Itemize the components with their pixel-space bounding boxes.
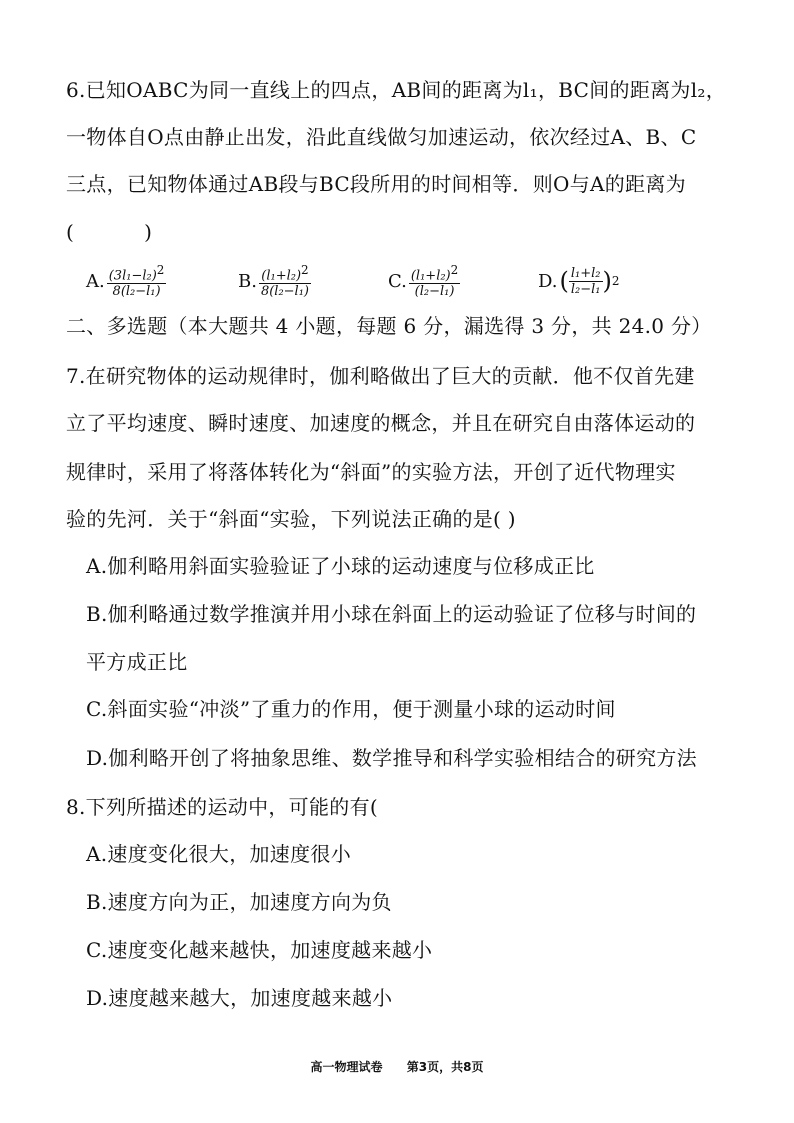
- exponent: 2: [611, 274, 620, 288]
- footer-page-number: 第3页，共8页: [406, 1060, 484, 1074]
- q6-option-b[interactable]: [238, 258, 311, 304]
- q8-stem: 8.下列所描述的运动中，可能的有(: [66, 795, 378, 819]
- q7-option-d[interactable]: D.伽利略开创了将抽象思维、数学推导和科学实验相结合的研究方法: [86, 746, 697, 770]
- left-paren: (: [559, 267, 569, 295]
- paren-open: (: [66, 220, 75, 244]
- q7-line4: 验的先河．关于“斜面“实验，下列说法正确的是( ): [66, 507, 516, 531]
- denominator: (l₂−l₁): [414, 284, 455, 300]
- section-heading: 二、多选题（本大题共 4 小题，每题 6 分，漏选得 3 分，共 24.0 分）: [66, 314, 712, 338]
- option-letter: A.: [86, 270, 105, 292]
- fraction: [259, 263, 311, 299]
- q7-option-a[interactable]: A.伽利略用斜面实验验证了小球的运动速度与位移成正比: [86, 554, 595, 578]
- numerator: l₁+l₂: [570, 265, 601, 281]
- q6-line1: 6.已知OABC为同一直线上的四点，AB间的距离为l₁，BC间的距离为l₂，: [66, 78, 727, 102]
- q7-line1: 7.在研究物体的运动规律时，伽利略做出了巨大的贡献．他不仅首先建: [66, 364, 695, 388]
- q6-option-c[interactable]: [388, 258, 460, 304]
- right-paren: ): [602, 267, 612, 295]
- q6-line3: 三点，已知物体通过AB段与BC段所用的时间相等．则O与A的距离为: [66, 172, 686, 196]
- q7-option-b-cont: 平方成正比: [86, 650, 188, 674]
- q7-option-b[interactable]: B.伽利略通过数学推演并用小球在斜面上的运动验证了位移与时间的: [86, 602, 697, 626]
- option-letter: B.: [238, 270, 257, 292]
- q6-answer-paren: [66, 218, 746, 246]
- denominator: 8(l₂−l₁): [112, 284, 161, 300]
- numerator: (3l₁−l₂): [108, 268, 157, 284]
- denominator: l₂−l₁: [570, 281, 601, 297]
- q7-line2: 立了平均速度、瞬时速度、加速度的概念，并且在研究自由落体运动的: [66, 411, 696, 435]
- q8-option-a[interactable]: A.速度变化很大，加速度很小: [86, 842, 352, 866]
- q7-option-c[interactable]: C.斜面实验“冲淡”了重力的作用，便于测量小球的运动时间: [86, 697, 616, 721]
- denominator: 8(l₂−l₁): [260, 284, 309, 300]
- fraction: [409, 263, 460, 299]
- page-footer: [0, 1058, 794, 1075]
- q8-option-b[interactable]: B.速度方向为正，加速度方向为负: [86, 890, 392, 914]
- exponent: 2: [156, 262, 165, 277]
- q6-options: [86, 258, 706, 304]
- exponent: 2: [450, 262, 459, 277]
- option-letter: C.: [388, 270, 407, 292]
- numerator: (l₁+l₂): [410, 268, 451, 284]
- option-letter: D.: [538, 270, 558, 292]
- q6-option-d[interactable]: [538, 258, 620, 304]
- q7-line3: 规律时，采用了将落体转化为“斜面”的实验方法，开创了近代物理实: [66, 460, 676, 484]
- numerator: (l₁+l₂): [261, 268, 302, 284]
- fraction: [107, 263, 167, 299]
- q6-line2: 一物体自O点由静止出发，沿此直线做匀加速运动，依次经过A、B、C: [66, 125, 697, 149]
- q8-option-d[interactable]: D.速度越来越大，加速度越来越小: [86, 986, 393, 1010]
- q8-option-c[interactable]: C.速度变化越来越快，加速度越来越小: [86, 938, 433, 962]
- paren-close: ): [144, 220, 153, 244]
- footer-title: 高一物理试卷: [310, 1060, 383, 1074]
- fraction: [569, 266, 603, 297]
- q6-option-a[interactable]: [86, 258, 166, 304]
- exponent: 2: [301, 262, 309, 277]
